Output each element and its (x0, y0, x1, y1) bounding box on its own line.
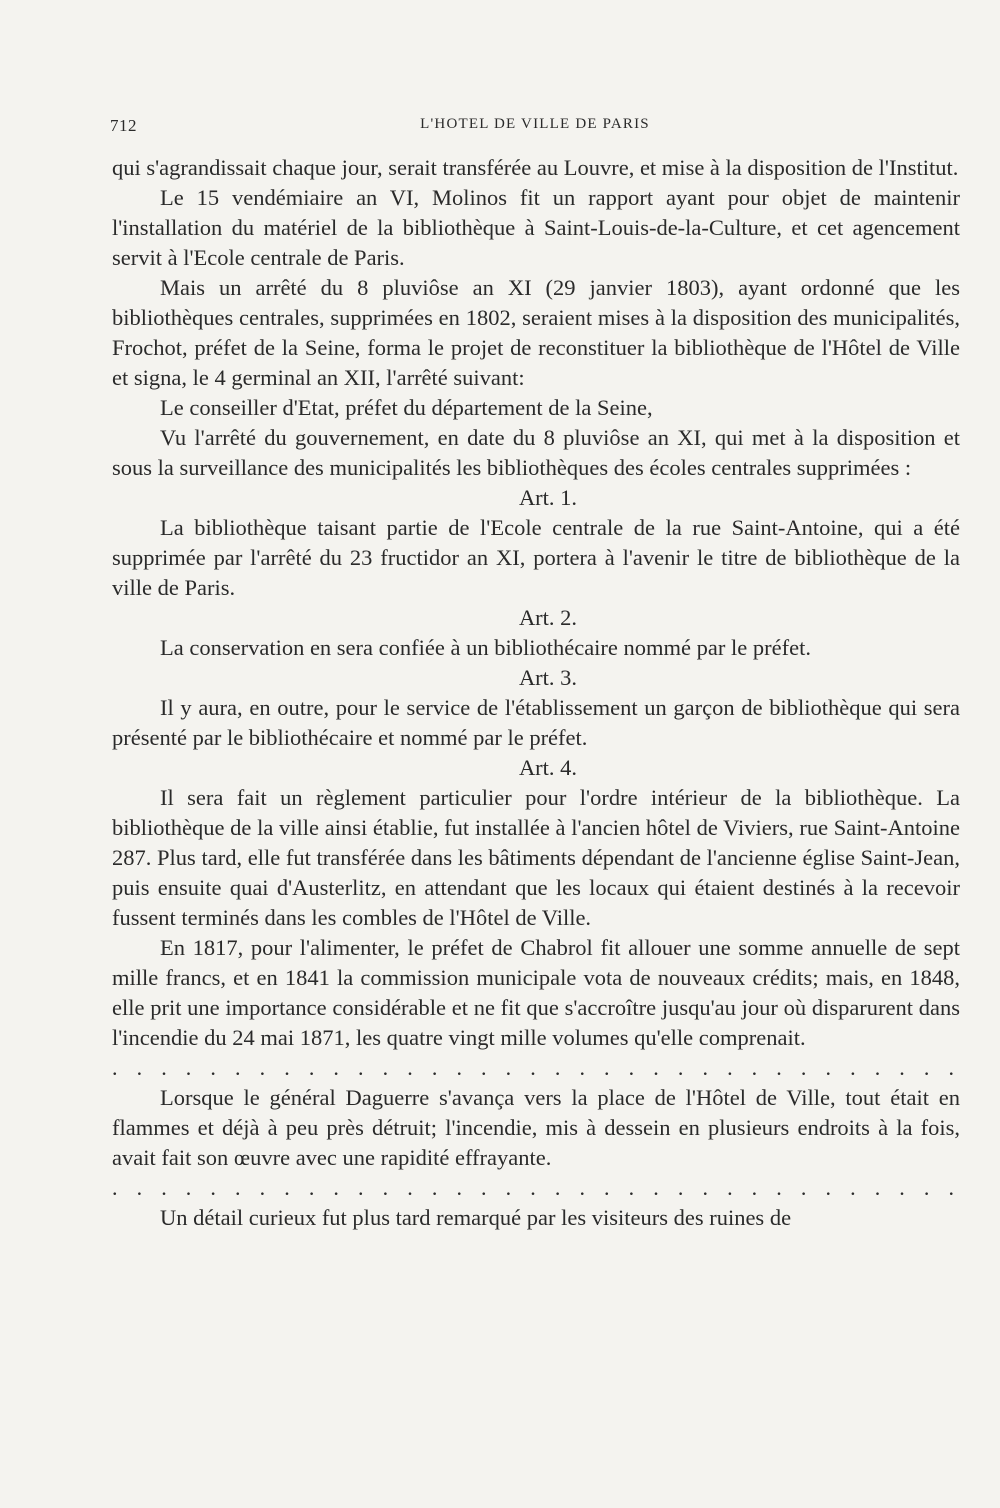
decree-opening: Le conseiller d'Etat, préfet du département de la Seine, (160, 395, 653, 420)
article-text: La conservation en sera confiée à un bibliothécaire nommé par le préfet. (160, 635, 811, 660)
article-text: Il y aura, en outre, pour le service de l'établissement un garçon de bibliothèque qui sera présenté par le bibliothécaire et nommé par le préfet. (112, 695, 960, 750)
paragraph: Un détail curieux fut plus tard remarqué par les visiteurs des ruines de (160, 1205, 792, 1230)
paragraph: En 1817, pour l'alimenter, le préfet de Chabrol fit allouer une somme annuelle de sept mille francs, et en 1841 la commission municipale vota de nouveaux crédits; mais, en 1848, elle prit une importance considérable et ne fit que s'accroître jusqu'au jour où disparurent dans l'incendie du 24 mai 1871, les quatre vingt mille volumes qu'elle comprenait. (112, 935, 960, 1050)
paragraph: qui s'agrandissait chaque jour, serait transférée au Louvre, et mise à la disposition de l'Institut. (112, 155, 959, 180)
article-heading: Art. 2. (518, 605, 578, 630)
page-header (110, 116, 960, 140)
body-text (112, 153, 960, 1233)
article-text: Il sera fait un règlement particulier pour l'ordre intérieur de la bibliothèque. La bibliothèque de la ville ainsi établie, fut installée à l'ancien hôtel de Viviers, rue Saint-Antoine 287. Plus tard, elle fut transférée dans les bâtiments dépendant de l'ancienne église Saint-Jean, puis ensuite quai d'Austerlitz, en attendant que les locaux qui étaient destinés à la recevoir fussent terminés dans les combles de l'Hôtel de Ville. (112, 785, 960, 930)
decree-preamble: Vu l'arrêté du gouvernement, en date du 8 pluviôse an XI, qui met à la disposition et sous la surveillance des municipalités les bibliothèques des écoles centrales supprimées : (112, 425, 960, 480)
ellipsis-separator: . . . . . . . . . . . . . . . . . . . . . . . . . . . . . . . . . . . (112, 1055, 960, 1080)
paragraph: Le 15 vendémiaire an VI, Molinos fit un rapport ayant pour objet de maintenir l'installation du matériel de la bibliothèque à Saint-Louis-de-la-Culture, et cet agencement servit à l'Ecole centrale de Paris. (112, 185, 960, 270)
page-number: 712 (110, 116, 137, 135)
article-heading: Art. 3. (518, 665, 578, 690)
article-heading: Art. 4. (518, 755, 578, 780)
running-title: L'HOTEL DE VILLE DE PARIS (420, 116, 650, 132)
article-text: La bibliothèque taisant partie de l'Ecole centrale de la rue Saint-Antoine, qui a été supprimée par l'arrêté du 23 fructidor an XI, portera à l'avenir le titre de bibliothèque de la ville de Paris. (112, 515, 960, 600)
article-heading: Art. 1. (518, 485, 578, 510)
paragraph: Lorsque le général Daguerre s'avança vers la place de l'Hôtel de Ville, tout était en flammes et déjà à peu près détruit; l'incendie, mis à dessein en plusieurs endroits à la fois, avait fait son œuvre avec une rapidité effrayante. (112, 1085, 960, 1170)
ellipsis-separator: . . . . . . . . . . . . . . . . . . . . . . . . . . . . . . . . . . . (112, 1175, 960, 1200)
paragraph: Mais un arrêté du 8 pluviôse an XI (29 janvier 1803), ayant ordonné que les bibliothèques centrales, supprimées en 1802, seraient mises à la disposition des municipalités, Frochot, préfet de la Seine, forma le projet de reconstituer la bibliothèque de l'Hôtel de Ville et signa, le 4 germinal an XII, l'arrêté suivant: (112, 275, 960, 390)
